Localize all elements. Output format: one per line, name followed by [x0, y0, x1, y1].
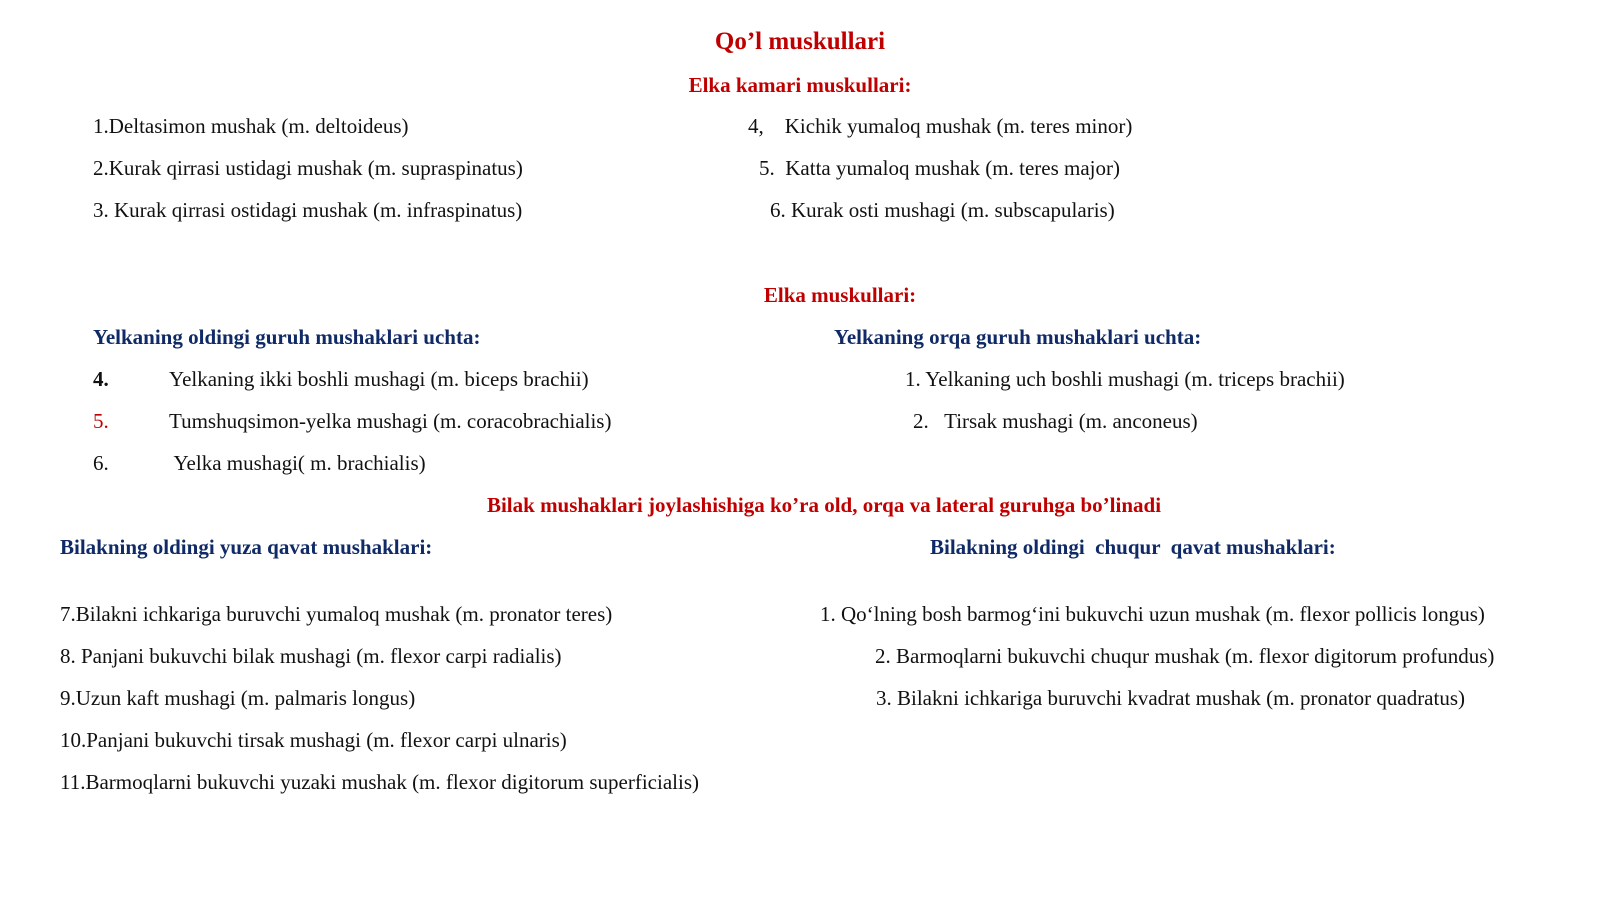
list-item: 1. Qo‘lning bosh barmog‘ini bukuvchi uzun mushak (m. flexor pollicis longus) [820, 602, 1485, 626]
list-item: 4, Kichik yumaloq mushak (m. teres minor) [748, 114, 1133, 138]
list-item: Yelkaning ikki boshli mushagi (m. biceps brachii) [169, 367, 589, 391]
list-item: 10.Panjani bukuvchi tirsak mushagi (m. flexor carpi ulnaris) [60, 728, 567, 752]
list-item: 11.Barmoqlarni bukuvchi yuzaki mushak (m. flexor digitorum superficialis) [60, 770, 699, 794]
list-item: 3. Kurak qirrasi ostidagi mushak (m. infraspinatus) [93, 198, 523, 222]
subheading-bilak-chuqur: Bilakning oldingi chuqur qavat mushaklari: [930, 535, 1336, 559]
list-item: 5. Katta yumaloq mushak (m. teres major) [759, 156, 1120, 180]
section-heading-bilak: Bilak mushaklari joylashishiga ko’ra old, orqa va lateral guruhga bo’linadi [486, 493, 1162, 517]
list-item: 3. Bilakni ichkariga buruvchi kvadrat mushak (m. pronator quadratus) [876, 686, 1466, 710]
list-item: 2.Kurak qirrasi ustidagi mushak (m. supraspinatus) [93, 156, 523, 180]
list-number: 4. [93, 367, 109, 391]
list-item: 7.Bilakni ichkariga buruvchi yumaloq mushak (m. pronator teres) [60, 602, 613, 626]
list-number: 6. [93, 451, 109, 475]
list-item: 8. Panjani bukuvchi bilak mushagi (m. flexor carpi radialis) [60, 644, 562, 668]
list-item: 9.Uzun kaft mushagi (m. palmaris longus) [60, 686, 416, 710]
subheading-yelka-orqa: Yelkaning orqa guruh mushaklari uchta: [834, 325, 1202, 349]
section-heading-elka-kamari: Elka kamari muskullari: [688, 73, 912, 97]
section-heading-elka: Elka muskullari: [763, 283, 917, 307]
list-item: Yelka mushagi( m. brachialis) [169, 451, 426, 475]
subheading-yelka-oldingi: Yelkaning oldingi guruh mushaklari uchta: [93, 325, 481, 349]
subheading-bilak-yuza: Bilakning oldingi yuza qavat mushaklari: [60, 535, 433, 559]
list-item: 1.Deltasimon mushak (m. deltoideus) [93, 114, 409, 138]
list-item: 2. Tirsak mushagi (m. anconeus) [913, 409, 1198, 433]
list-number: 5. [93, 409, 109, 433]
list-item: 2. Barmoqlarni bukuvchi chuqur mushak (m. flexor digitorum profundus) [875, 644, 1495, 668]
list-item: 1. Yelkaning uch boshli mushagi (m. triceps brachii) [905, 367, 1345, 391]
list-item: Tumshuqsimon-yelka mushagi (m. coracobrachialis) [169, 409, 612, 433]
list-item: 6. Kurak osti mushagi (m. subscapularis) [770, 198, 1115, 222]
page-title: Qo’l muskullari [714, 28, 886, 55]
